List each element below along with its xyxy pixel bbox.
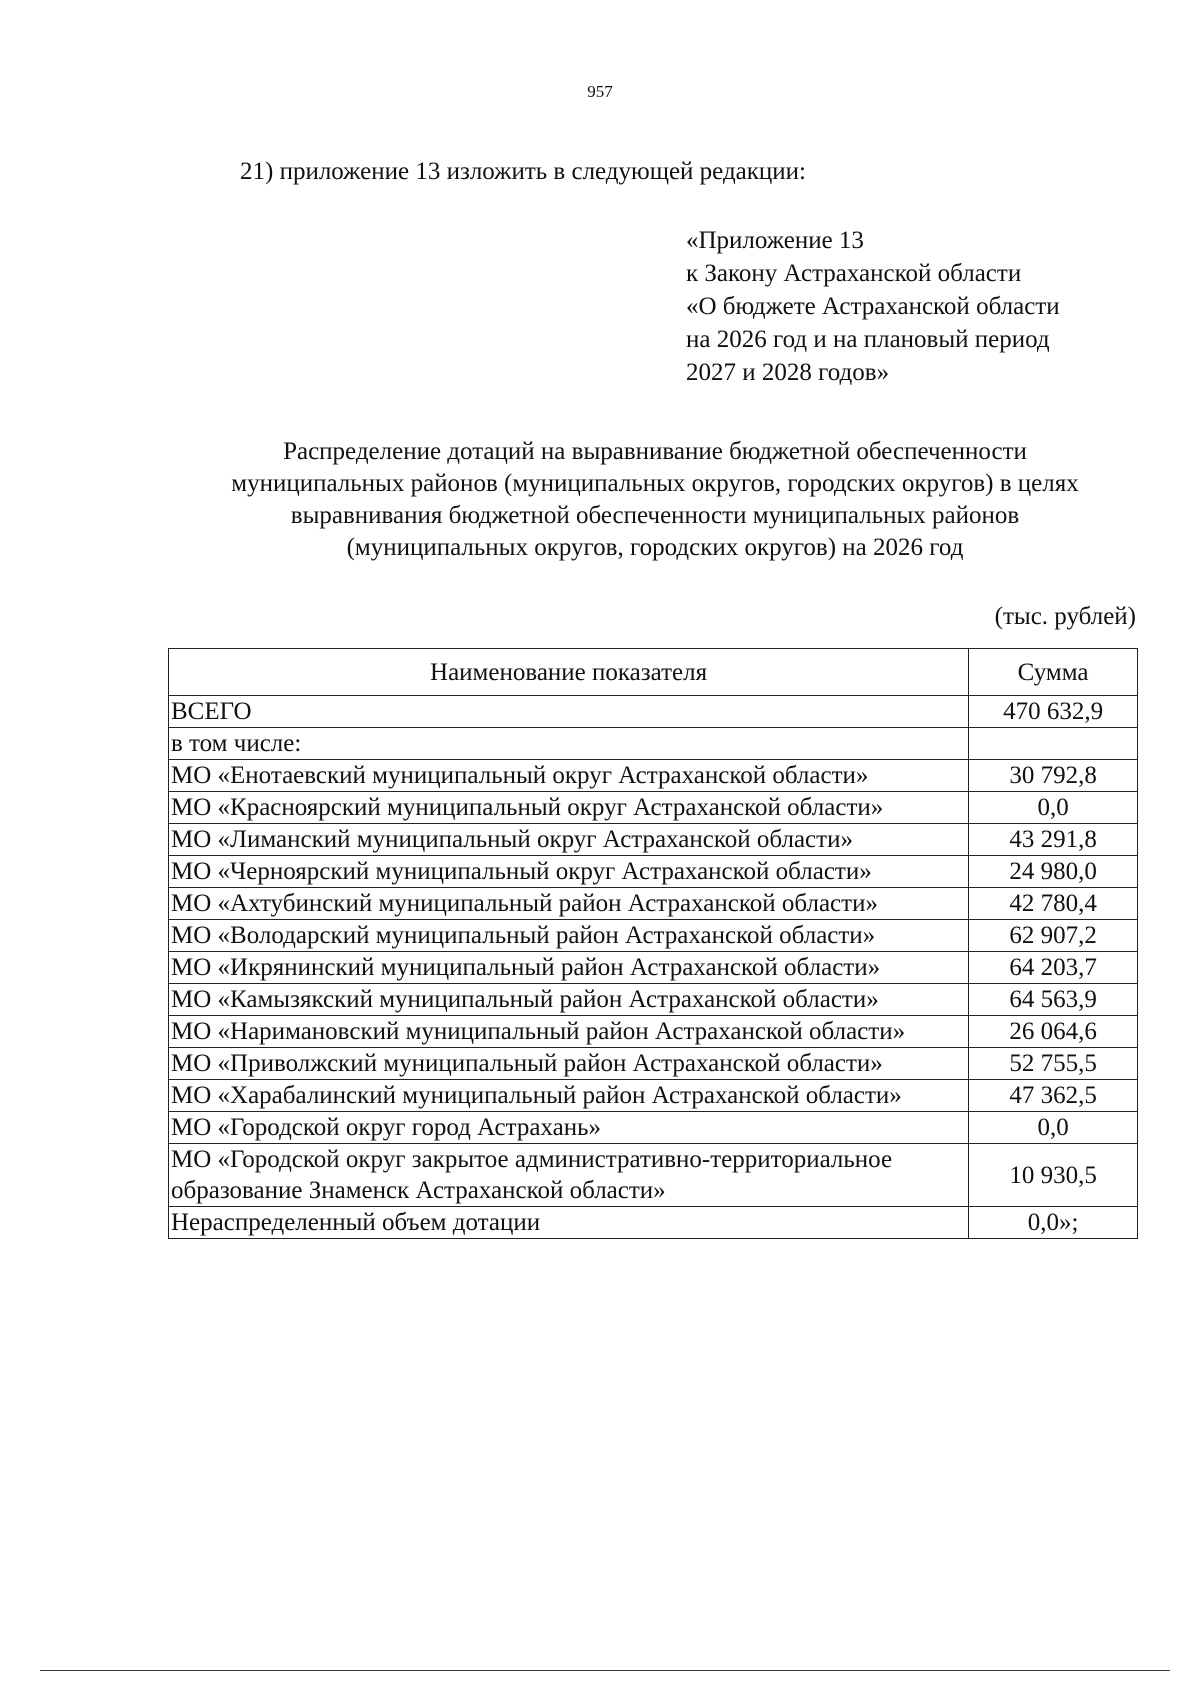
table-row	[169, 728, 1138, 760]
table-row	[169, 1144, 1138, 1207]
row-name: МО «Городской округ закрытое административно-территориальное образование Знаменск Астраханской области»	[169, 1144, 969, 1207]
table-row	[169, 696, 1138, 728]
row-name: МО «Енотаевский муниципальный округ Астраханской области»	[169, 760, 969, 792]
row-sum	[969, 728, 1138, 760]
row-name: МО «Камызякский муниципальный район Астраханской области»	[169, 984, 969, 1016]
row-name: МО «Лиманский муниципальный округ Астраханской области»	[169, 824, 969, 856]
row-name: МО «Городской округ город Астрахань»	[169, 1112, 969, 1144]
row-sum: 42 780,4	[969, 888, 1138, 920]
annex-line: «О бюджете Астраханской области	[686, 293, 1060, 320]
row-name: МО «Черноярский муниципальный округ Астраханской области»	[169, 856, 969, 888]
row-name: Нераспределенный объем дотации	[169, 1207, 969, 1239]
title-line: (муниципальных округов, городских округов) на 2026 год	[346, 534, 964, 561]
row-sum: 52 755,5	[969, 1048, 1138, 1080]
row-sum: 64 203,7	[969, 952, 1138, 984]
table-row	[169, 1016, 1138, 1048]
row-sum: 10 930,5	[969, 1144, 1138, 1207]
document-title	[160, 436, 1150, 564]
title-line: Распределение дотаций на выравнивание бюджетной обеспеченности	[283, 438, 1027, 465]
table-row	[169, 856, 1138, 888]
annex-line: на 2026 год и на плановый период	[686, 326, 1050, 353]
row-name: МО «Володарский муниципальный район Астраханской области»	[169, 920, 969, 952]
table-row	[169, 760, 1138, 792]
table-row	[169, 920, 1138, 952]
title-line: муниципальных районов (муниципальных округов, городских округов) в целях	[231, 470, 1079, 497]
table-row	[169, 824, 1138, 856]
row-name: МО «Харабалинский муниципальный район Астраханской области»	[169, 1080, 969, 1112]
footer-divider	[40, 1670, 1170, 1671]
table-row	[169, 1080, 1138, 1112]
table-row	[169, 1048, 1138, 1080]
table-row	[169, 792, 1138, 824]
annex-header	[686, 224, 1060, 389]
annex-line: к Закону Астраханской области	[686, 260, 1022, 287]
page-number: 957	[587, 82, 613, 101]
row-sum: 0,0	[969, 1112, 1138, 1144]
row-name: МО «Икрянинский муниципальный район Астраханской области»	[169, 952, 969, 984]
row-sum: 47 362,5	[969, 1080, 1138, 1112]
title-line: выравнивания бюджетной обеспеченности муниципальных районов	[290, 502, 1020, 529]
row-name: ВСЕГО	[169, 696, 969, 728]
table-header-row	[169, 649, 1138, 696]
amendment-intro: 21) приложение 13 изложить в следующей редакции:	[240, 158, 806, 185]
table-row	[169, 984, 1138, 1016]
row-sum: 64 563,9	[969, 984, 1138, 1016]
header-sum: Сумма	[969, 649, 1138, 696]
row-name: МО «Наримановский муниципальный район Астраханской области»	[169, 1016, 969, 1048]
unit-label: (тыс. рублей)	[994, 603, 1136, 630]
annex-line: «Приложение 13	[686, 227, 864, 254]
row-sum: 62 907,2	[969, 920, 1138, 952]
header-name: Наименование показателя	[169, 649, 969, 696]
row-sum: 43 291,8	[969, 824, 1138, 856]
annex-line: 2027 и 2028 годов»	[686, 359, 890, 386]
row-name: в том числе:	[169, 728, 969, 760]
subsidy-table	[168, 648, 1138, 1239]
row-sum: 26 064,6	[969, 1016, 1138, 1048]
row-sum: 24 980,0	[969, 856, 1138, 888]
row-name: МО «Приволжский муниципальный район Астраханской области»	[169, 1048, 969, 1080]
table-row	[169, 888, 1138, 920]
row-sum: 0,0	[969, 792, 1138, 824]
table-row	[169, 952, 1138, 984]
row-sum: 0,0»;	[969, 1207, 1138, 1239]
row-name: МО «Ахтубинский муниципальный район Астраханской области»	[169, 888, 969, 920]
table-row	[169, 1112, 1138, 1144]
row-sum: 30 792,8	[969, 760, 1138, 792]
table-row	[169, 1207, 1138, 1239]
row-sum: 470 632,9	[969, 696, 1138, 728]
row-name: МО «Красноярский муниципальный округ Астраханской области»	[169, 792, 969, 824]
